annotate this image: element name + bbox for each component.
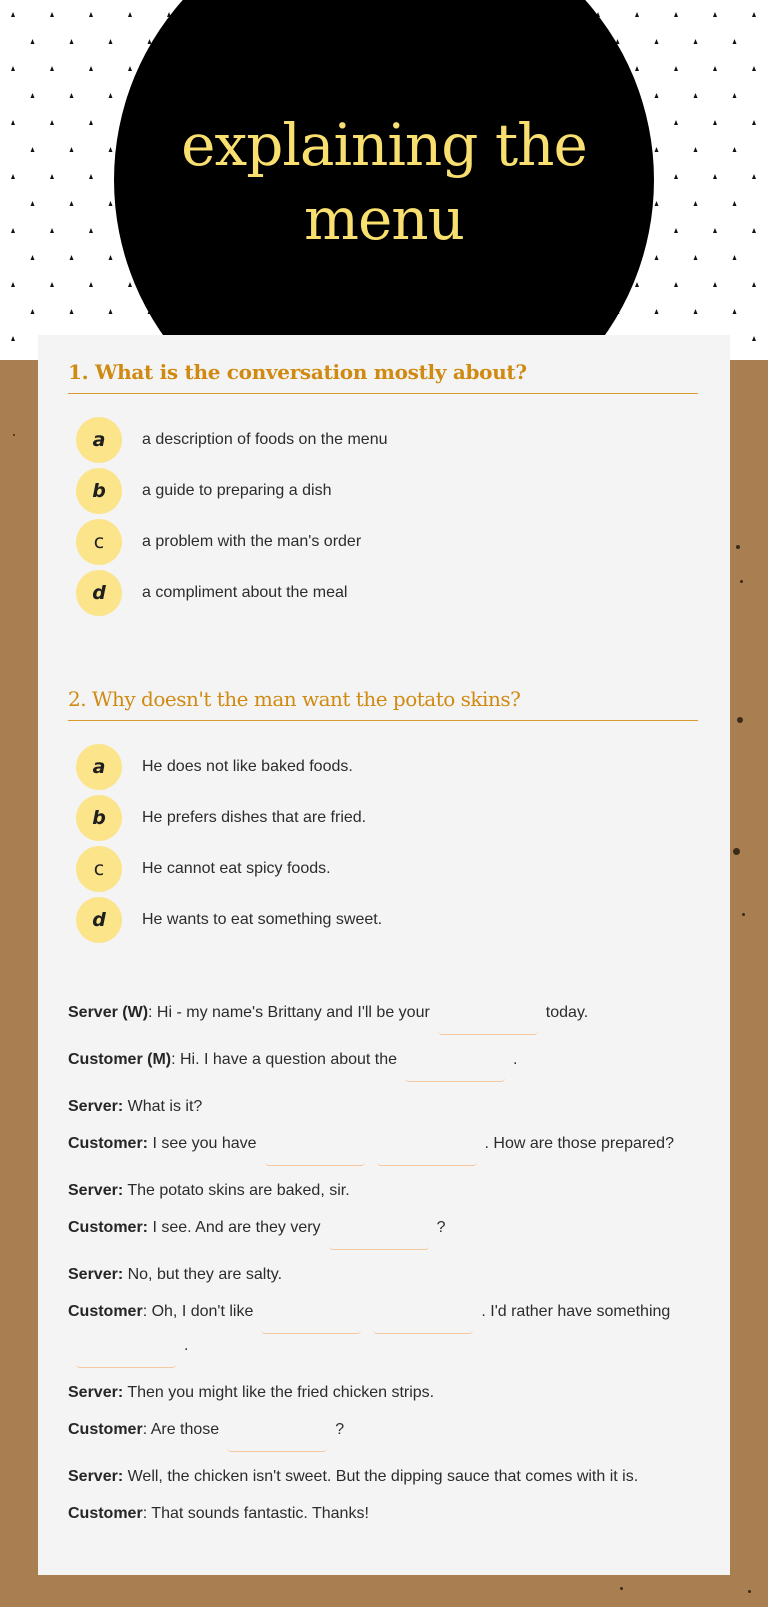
- line-text: Hi. I have a question about the: [180, 1051, 398, 1068]
- option-d[interactable]: [76, 894, 676, 945]
- blank-input-4[interactable]: [377, 1140, 477, 1166]
- worksheet-card: [38, 335, 730, 1575]
- dialogue-line: [68, 1381, 698, 1405]
- line-text: Oh, I don't like: [151, 1303, 254, 1320]
- blank-input-1[interactable]: [438, 1009, 538, 1035]
- option-letter-badge: c: [76, 519, 122, 565]
- line-text: No, but they are salty.: [123, 1266, 283, 1283]
- dialogue-line: [68, 1465, 698, 1489]
- line-text: Are those: [150, 1421, 220, 1438]
- option-a[interactable]: [76, 741, 676, 792]
- option-text: He wants to eat something sweet.: [142, 910, 383, 928]
- line-text: today.: [545, 1004, 589, 1021]
- separator: :: [142, 1505, 152, 1522]
- dialogue-line: [68, 1001, 698, 1035]
- speaker-label: Customer:: [68, 1219, 149, 1236]
- speaker-label: Server:: [68, 1182, 124, 1199]
- line-text: I see. And are they very: [148, 1219, 321, 1236]
- question-2-title: 2. Why doesn't the man want the potato skins?: [68, 686, 698, 721]
- blank-input-9[interactable]: [227, 1426, 327, 1452]
- blank-input-8[interactable]: [76, 1342, 176, 1368]
- title-line-2: menu: [303, 185, 465, 253]
- line-text: . I'd rather have something: [481, 1303, 671, 1320]
- option-text: a description of foods on the menu: [142, 430, 388, 448]
- option-letter-badge: b: [76, 795, 122, 841]
- line-text: .: [184, 1337, 189, 1354]
- dialogue-line: [68, 1048, 698, 1082]
- line-text: Then you might like the fried chicken strips.: [123, 1384, 435, 1401]
- dialogue-line: [68, 1095, 698, 1119]
- line-text: The potato skins are baked, sir.: [123, 1182, 350, 1199]
- option-text: He prefers dishes that are fried.: [142, 808, 367, 826]
- option-text: a problem with the man's order: [142, 532, 362, 550]
- option-c[interactable]: [76, 516, 676, 567]
- speaker-label: Server:: [68, 1098, 124, 1115]
- dialogue-line: [68, 1263, 698, 1287]
- line-text: I see you have: [148, 1135, 257, 1152]
- speaker-label: Customer: [68, 1303, 143, 1320]
- speaker-label: Server:: [68, 1266, 124, 1283]
- option-a[interactable]: [76, 414, 676, 465]
- blank-input-6[interactable]: [261, 1308, 361, 1334]
- speaker-label: Server:: [68, 1384, 124, 1401]
- option-d[interactable]: [76, 567, 676, 618]
- line-text: . How are those prepared?: [484, 1135, 674, 1152]
- option-letter-badge: a: [76, 417, 122, 463]
- title-line-1: explaining the: [181, 111, 587, 179]
- dialogue-line: [68, 1132, 698, 1166]
- question-1-options: [76, 414, 676, 618]
- option-letter-badge: d: [76, 570, 122, 616]
- option-letter-badge: b: [76, 468, 122, 514]
- blank-input-7[interactable]: [373, 1308, 473, 1334]
- option-text: He does not like baked foods.: [142, 757, 353, 775]
- line-text: Well, the chicken isn't sweet. But the dipping sauce that comes with it is.: [123, 1468, 639, 1485]
- line-text: .: [513, 1051, 518, 1068]
- dialogue: [68, 1001, 698, 1539]
- question-2-options: [76, 741, 676, 945]
- option-letter-badge: c: [76, 846, 122, 892]
- header-band: [0, 0, 768, 360]
- separator: :: [171, 1051, 180, 1068]
- separator: :: [148, 1004, 157, 1021]
- dialogue-line: [68, 1502, 698, 1526]
- question-1-title: 1. What is the conversation mostly about?: [68, 359, 698, 394]
- option-c[interactable]: [76, 843, 676, 894]
- line-text: That sounds fantastic. Thanks!: [151, 1505, 369, 1522]
- separator: :: [142, 1421, 151, 1438]
- speaker-label: Customer: [68, 1505, 143, 1522]
- speaker-label: Customer: [68, 1421, 143, 1438]
- option-b[interactable]: [76, 465, 676, 516]
- blank-input-3[interactable]: [265, 1140, 365, 1166]
- option-text: He cannot eat spicy foods.: [142, 859, 331, 877]
- dialogue-line: [68, 1418, 698, 1452]
- option-letter-badge: a: [76, 744, 122, 790]
- line-text: Hi - my name's Brittany and I'll be your: [156, 1004, 430, 1021]
- blank-input-5[interactable]: [329, 1224, 429, 1250]
- speaker-label: Server:: [68, 1468, 124, 1485]
- dialogue-line: [68, 1300, 698, 1368]
- blank-input-2[interactable]: [405, 1056, 505, 1082]
- separator: :: [142, 1303, 152, 1320]
- speaker-label: Server (W): [68, 1004, 149, 1021]
- dialogue-line: [68, 1179, 698, 1203]
- page-title: [114, 108, 654, 256]
- speaker-label: Customer:: [68, 1135, 149, 1152]
- option-text: a compliment about the meal: [142, 583, 348, 601]
- option-text: a guide to preparing a dish: [142, 481, 332, 499]
- line-text: ?: [335, 1421, 345, 1438]
- option-letter-badge: d: [76, 897, 122, 943]
- speaker-label: Customer (M): [68, 1051, 172, 1068]
- line-text: ?: [436, 1219, 446, 1236]
- dialogue-line: [68, 1216, 698, 1250]
- line-text: What is it?: [123, 1098, 203, 1115]
- option-b[interactable]: [76, 792, 676, 843]
